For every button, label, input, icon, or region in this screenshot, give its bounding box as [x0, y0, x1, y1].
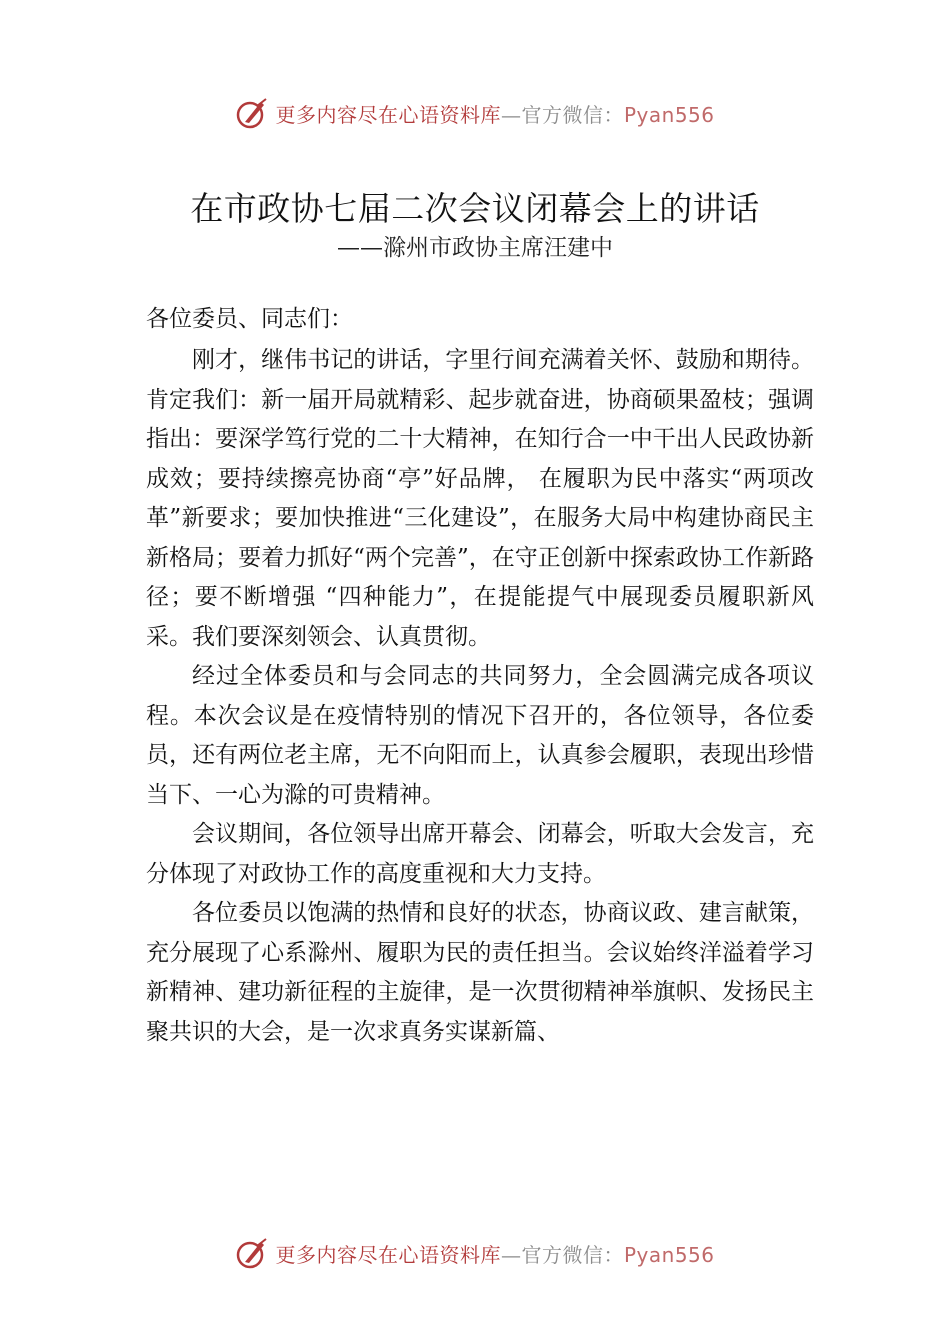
banner-wechat-label: 官方微信： — [521, 1242, 624, 1267]
greeting: 各位委员、同志们： — [146, 306, 353, 332]
paragraph: 会议期间，各位领导出席开幕会、闭幕会，听取大会发言，充分体现了对政协工作的高度重视和大力支持。 — [146, 821, 814, 887]
banner-wechat-id: Pyan556 — [623, 1242, 715, 1267]
header-banner — [0, 93, 950, 133]
paragraph: 各位委员以饱满的热情和良好的状态，协商议政、建言献策，充分展现了心系滁州、履职为民的责任担当。会议始终洋溢着学习新精神、建功新征程的主旋律，是一次贯彻精神举旗帜、发扬民主聚共识的大会，是一次求真务实谋新篇、 — [146, 900, 814, 1045]
footer-banner — [0, 1233, 950, 1273]
paragraph: 经过全体委员和与会同志的共同努力，全会圆满完成各项议程。本次会议是在疫情特别的情况下召开的，各位领导，各位委员，还有两位老主席，无不向阳而上，认真参会履职，表现出珍惜当下、一心为滁的可贵精神。 — [146, 663, 814, 808]
banner-wechat-id: Pyan556 — [623, 102, 715, 127]
banner-dash: — — [500, 102, 522, 127]
banner-brand: 更多内容尽在心语资料库 — [275, 102, 501, 127]
quill-pen-logo-icon — [235, 1236, 269, 1270]
banner-dash: — — [500, 1242, 522, 1267]
banner-brand: 更多内容尽在心语资料库 — [275, 1242, 501, 1267]
banner-text — [275, 99, 714, 128]
banner-wechat-label: 官方微信： — [521, 102, 624, 127]
document-subtitle: ——滁州市政协主席汪建中 — [337, 235, 613, 261]
quill-pen-logo-icon — [235, 96, 269, 130]
paragraph: 刚才，继伟书记的讲话，字里行间充满着关怀、鼓励和期待。肯定我们：新一届开局就精彩、起步就奋进，协商硕果盈枝；强调指出：要深学笃行党的二十大精神，在知行合一中干出人民政协新成效；要持续擦亮协商“亭”好品牌， 在履职为民中落实“两项改革”新要求；要加快推进“三化建设”，在服务大局中构建协商民主新格局；要着力抓好“两个完善”，在守正创新中探索政协工作新路径；要不断增强 “四种能力”，在提能提气中展现委员履职新风采。我们要深刻领会、认真贯彻。 — [146, 347, 814, 650]
document-body — [146, 341, 814, 1052]
document-title: 在市政协七届二次会议闭幕会上的讲话 — [190, 189, 760, 228]
banner-text — [275, 1239, 714, 1268]
